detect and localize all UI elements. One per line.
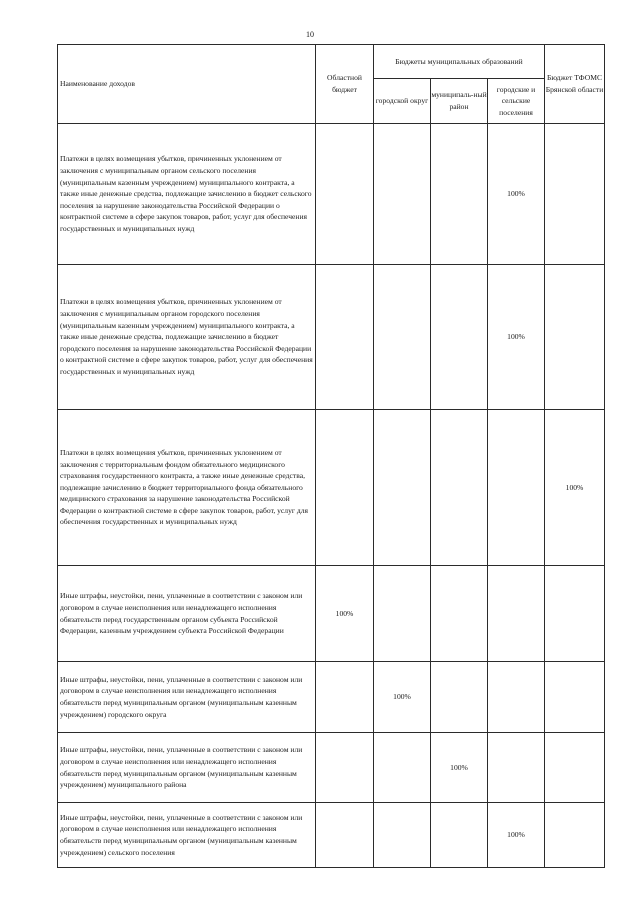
regional-share bbox=[316, 410, 374, 566]
municipal-district-share bbox=[431, 803, 488, 868]
header-settlements: городские и сельские поселения bbox=[488, 79, 545, 124]
settlement-share: 100% bbox=[488, 265, 545, 410]
regional-share bbox=[316, 803, 374, 868]
tfoms-share bbox=[545, 124, 605, 265]
municipal-district-share bbox=[431, 662, 488, 733]
tfoms-share bbox=[545, 803, 605, 868]
urban-district-share bbox=[374, 566, 431, 662]
municipal-district-share: 100% bbox=[431, 733, 488, 803]
regional-share bbox=[316, 124, 374, 265]
revenue-name: Платежи в целях возмещения убытков, причиненных уклонением от заключения с территориальным фондом обязательного медицинского страхования государственного контракта, а также иные денежные средства, подлежащие зачислению в бюджет территориального фонда обязательного медицинского страхования за нарушение законодательства Российской Федерации о контрактной системе в сфере закупок товаров, работ, услуг для обеспечения государственных и муниципальных нужд bbox=[58, 410, 316, 566]
settlement-share bbox=[488, 662, 545, 733]
municipal-district-share bbox=[431, 265, 488, 410]
revenue-name: Иные штрафы, неустойки, пени, уплаченные в соответствии с законом или договором в случае неисполнения или ненадлежащего исполнения обязательств перед муниципальным органом (муниципальным казенным учреждением) городского округа bbox=[58, 662, 316, 733]
regional-share bbox=[316, 733, 374, 803]
urban-district-share: 100% bbox=[374, 662, 431, 733]
settlement-share: 100% bbox=[488, 803, 545, 868]
urban-district-share bbox=[374, 803, 431, 868]
urban-district-share bbox=[374, 124, 431, 265]
revenue-name: Платежи в целях возмещения убытков, причиненных уклонением от заключения с муниципальным органом сельского поселения (муниципальным казенным учреждением) муниципального контракта, а также иные денежные средства, подлежащие зачислению в бюджет сельского поселения за нарушение законодательства Российской Федерации о контрактной системе в сфере закупок товаров, работ, услуг для обеспечения государственных и муниципальных нужд bbox=[58, 124, 316, 265]
municipal-district-share bbox=[431, 566, 488, 662]
regional-share bbox=[316, 662, 374, 733]
settlement-share bbox=[488, 733, 545, 803]
settlement-share bbox=[488, 566, 545, 662]
tfoms-share bbox=[545, 662, 605, 733]
tfoms-share bbox=[545, 566, 605, 662]
header-regional-budget: Областной бюджет bbox=[316, 45, 374, 124]
table-row bbox=[58, 803, 605, 868]
municipal-district-share bbox=[431, 410, 488, 566]
tfoms-share bbox=[545, 265, 605, 410]
table-row bbox=[58, 410, 605, 566]
revenue-distribution-table bbox=[57, 44, 605, 868]
regional-share: 100% bbox=[316, 566, 374, 662]
table-row bbox=[58, 662, 605, 733]
regional-share bbox=[316, 265, 374, 410]
tfoms-share bbox=[545, 733, 605, 803]
header-revenue-name: Наименование доходов bbox=[58, 45, 316, 124]
tfoms-share: 100% bbox=[545, 410, 605, 566]
revenue-name: Иные штрафы, неустойки, пени, уплаченные в соответствии с законом или договором в случае неисполнения или ненадлежащего исполнения обязательств перед муниципальным органом (муниципальным казенным учреждением) сельского поселения bbox=[58, 803, 316, 868]
settlement-share bbox=[488, 410, 545, 566]
header-tfoms-budget: Бюджет ТФОМС Брянской области bbox=[545, 45, 605, 124]
table-row bbox=[58, 733, 605, 803]
revenue-name: Иные штрафы, неустойки, пени, уплаченные в соответствии с законом или договором в случае неисполнения или ненадлежащего исполнения обязательств перед муниципальным органом (муниципальным казенным учреждением) муниципального района bbox=[58, 733, 316, 803]
urban-district-share bbox=[374, 733, 431, 803]
table-row bbox=[58, 265, 605, 410]
settlement-share: 100% bbox=[488, 124, 545, 265]
header-urban-district: городской округ bbox=[374, 79, 431, 124]
header-municipal-district: муниципаль-ный район bbox=[431, 79, 488, 124]
page-number: 10 bbox=[306, 30, 314, 39]
header-municipal-budgets: Бюджеты муниципальных образований bbox=[374, 45, 545, 79]
municipal-district-share bbox=[431, 124, 488, 265]
table-row bbox=[58, 124, 605, 265]
table-row bbox=[58, 566, 605, 662]
urban-district-share bbox=[374, 265, 431, 410]
revenue-name: Иные штрафы, неустойки, пени, уплаченные в соответствии с законом или договором в случае неисполнения или ненадлежащего исполнения обязательств перед государственным органом субъекта Российской Федерации, казенным учреждением субъекта Российской Федерации bbox=[58, 566, 316, 662]
urban-district-share bbox=[374, 410, 431, 566]
revenue-name: Платежи в целях возмещения убытков, причиненных уклонением от заключения с муниципальным органом городского поселения (муниципальным казенным учреждением) муниципального контракта, а также иные денежные средства, подлежащие зачислению в бюджет городского поселения за нарушение законодательства Российской Федерации о контрактной системе в сфере закупок товаров, работ, услуг для обеспечения государственных и муниципальных нужд bbox=[58, 265, 316, 410]
